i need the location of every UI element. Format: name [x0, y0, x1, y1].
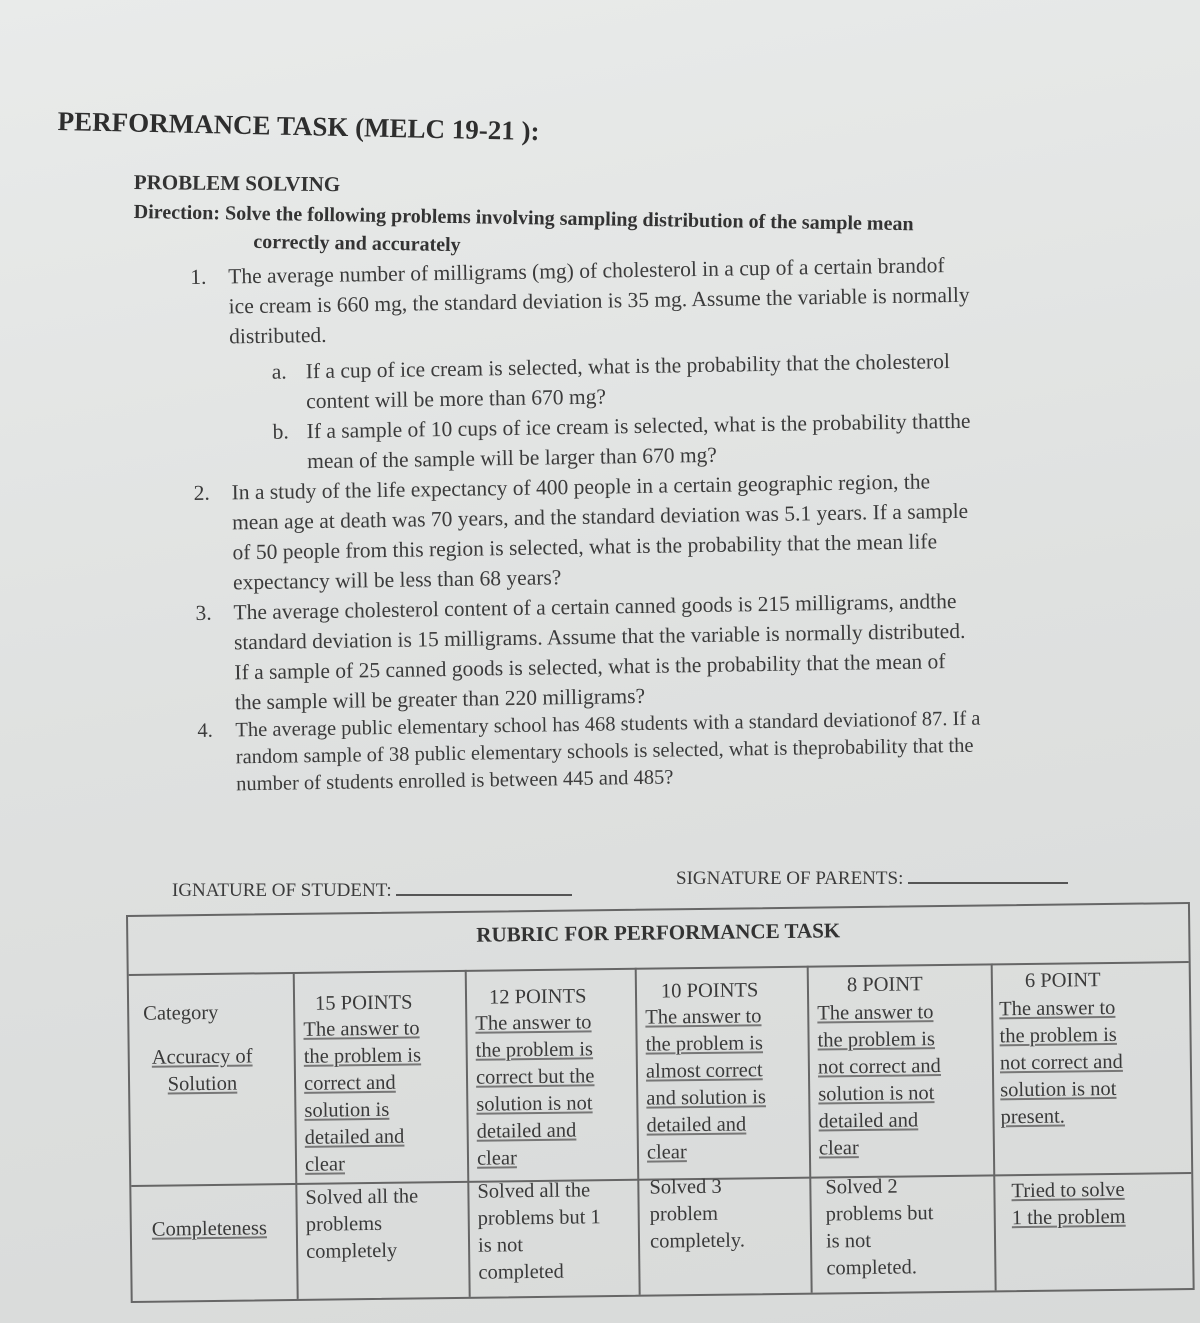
problem-text-line: The average cholesterol content of a certain canned goods is 215 milligrams, andthe: [233, 589, 957, 625]
rubric-table: [126, 902, 1195, 1303]
accuracy-6: [999, 995, 1124, 1131]
cell-line: the problem is: [303, 1044, 422, 1068]
section-heading: PROBLEM SOLVING: [133, 170, 341, 197]
problem-3: [195, 583, 1127, 718]
accuracy-12: [475, 1009, 595, 1172]
cell-line: The answer to: [303, 1017, 420, 1041]
cell-line: The answer to: [999, 996, 1116, 1021]
cell-line: clear: [818, 1137, 859, 1160]
subproblem-letter: b.: [272, 419, 289, 444]
cell-line: Tried to solve: [1011, 1178, 1125, 1203]
cell-line: correct but the: [475, 1065, 595, 1089]
rubric-title: RUBRIC FOR PERFORMANCE TASK: [476, 918, 841, 947]
cell-line: completely.: [649, 1229, 746, 1253]
problem-text-line: of 50 people from this region is selected, what is the probability that the mean life: [232, 529, 938, 565]
cell-line: the problem is: [475, 1038, 594, 1062]
cell-line: the problem is: [817, 1028, 936, 1052]
problem-text-line: If a sample of 10 cups of ice cream is selected, what is the probability thatthe: [306, 408, 971, 444]
problem-text-line: mean of the sample will be larger than 670 mg?: [306, 442, 718, 474]
problem-number: 2.: [193, 480, 210, 505]
divider: [635, 968, 641, 1295]
completeness-8: [825, 1173, 934, 1282]
problem-text-line: distributed.: [228, 322, 327, 349]
problem-2: [193, 463, 1125, 598]
completeness-10: [649, 1173, 745, 1255]
cell-line: The answer to: [645, 1005, 762, 1029]
cell-line: 1 the problem: [1011, 1205, 1126, 1230]
cell-line: Solved 2: [825, 1175, 898, 1199]
student-signature-line[interactable]: [396, 893, 572, 896]
completeness-6: [1011, 1177, 1126, 1232]
cell-line: not correct and: [817, 1055, 941, 1079]
cell-line: solution is not: [476, 1092, 593, 1116]
problem-text-line: If a cup of ice cream is selected, what is the probability that the cholesterol: [305, 349, 951, 384]
cell-line: Solved 3: [649, 1175, 722, 1199]
header-12-points: 12 POINTS: [488, 985, 587, 1009]
category-line: Accuracy of: [151, 1045, 253, 1069]
problem-text-line: ice cream is 660 mg, the standard deviation is 35 mg. Assume the variable is normally: [228, 282, 970, 319]
direction-line: Direction: Solve the following problems involving sampling distribution of the sample mean: [133, 200, 914, 236]
cell-line: problems: [305, 1212, 383, 1236]
cell-line: the problem is: [645, 1032, 764, 1056]
cell-line: completed.: [826, 1256, 918, 1280]
problem-number: 3.: [195, 600, 212, 625]
cell-line: is not: [477, 1234, 524, 1257]
problem-text-line: number of students enrolled is between 445 and 485?: [236, 766, 674, 796]
cell-line: Solved all the: [477, 1179, 591, 1203]
problem-text-line: random sample of 38 public elementary schools is selected, what is theprobability that the: [235, 734, 974, 769]
category-completeness: [152, 1215, 267, 1243]
student-signature: [172, 880, 572, 902]
problem-text-line: The average public elementary school has 468 students with a standard deviationof 87. If a: [235, 707, 981, 742]
cell-line: detailed and: [304, 1125, 405, 1149]
completeness-12: [477, 1177, 601, 1286]
direction-line: correctly and accurately: [253, 230, 461, 257]
accuracy-8: [817, 999, 942, 1162]
cell-line: solution is: [304, 1098, 390, 1122]
header-8-point: 8 POINT: [846, 973, 923, 997]
problem-text-line: In a study of the life expectancy of 400 people in a certain geographic region, the: [231, 469, 931, 505]
header-10-points: 10 POINTS: [660, 979, 759, 1003]
cell-line: Solved all the: [305, 1185, 419, 1209]
cell-line: clear: [646, 1141, 687, 1164]
student-signature-label: IGNATURE OF STUDENT:: [172, 880, 392, 901]
cell-line: the problem is: [999, 1023, 1117, 1048]
divider: [991, 963, 997, 1290]
page-title: PERFORMANCE TASK (MELC 19-21 ):: [57, 106, 540, 147]
problem-text-line: content will be more than 670 mg?: [306, 384, 607, 414]
problem-list: [190, 247, 1128, 799]
cell-line: problem: [649, 1202, 719, 1226]
completeness-15: [305, 1183, 419, 1265]
cell-line: detailed and: [646, 1113, 747, 1137]
problem-1: [190, 247, 1123, 478]
cell-line: completed: [478, 1260, 564, 1284]
cell-line: problems but 1: [477, 1206, 601, 1230]
category-accuracy: [152, 1043, 253, 1098]
problem-text-line: standard deviation is 15 milligrams. Assume that the variable is normally distributed.: [233, 618, 966, 655]
divider: [293, 972, 299, 1299]
cell-line: The answer to: [475, 1011, 592, 1035]
cell-line: is not: [825, 1229, 872, 1253]
problem-text-line: expectancy will be less than 68 years?: [232, 565, 562, 595]
cell-line: clear: [304, 1153, 346, 1176]
cell-line: present.: [1000, 1105, 1065, 1129]
problem-number: 4.: [197, 719, 213, 742]
problem-text-line: mean age at death was 70 years, and the standard deviation was 5.1 years. If a sample: [231, 498, 969, 535]
divider: [807, 966, 813, 1293]
header-category: Category: [143, 1001, 219, 1025]
header-15-points: 15 POINTS: [314, 991, 413, 1015]
parents-signature: [676, 868, 1068, 890]
parents-signature-label: SIGNATURE OF PARENTS:: [676, 868, 904, 889]
cell-line: detailed and: [476, 1119, 577, 1143]
cell-line: The answer to: [817, 1001, 934, 1025]
cell-line: problems but: [825, 1202, 934, 1226]
cell-line: and solution is: [646, 1086, 767, 1110]
parents-signature-line[interactable]: [908, 881, 1068, 884]
subproblem-letter: a.: [271, 359, 287, 384]
accuracy-10: [645, 1003, 767, 1166]
problem-text-line: If a sample of 25 canned goods is selected, what is the probability that the mean of: [234, 649, 946, 685]
cell-line: detailed and: [818, 1109, 919, 1133]
cell-line: clear: [476, 1147, 517, 1170]
problem-4: [197, 703, 1128, 799]
cell-line: almost correct: [645, 1059, 763, 1083]
cell-line: correct and: [303, 1071, 396, 1095]
problem-text-line: the sample will be greater than 220 milligrams?: [234, 683, 646, 715]
category-line: Completeness: [151, 1217, 267, 1241]
problem-number: 1.: [190, 264, 207, 289]
accuracy-15: [303, 1015, 422, 1178]
problem-text-line: The average number of milligrams (mg) of cholesterol in a cup of a certain brandof: [228, 253, 945, 289]
header-6-point: 6 POINT: [1024, 969, 1101, 993]
cell-line: solution is not: [1000, 1077, 1117, 1102]
cell-line: solution is not: [818, 1082, 935, 1106]
divider: [465, 970, 471, 1297]
cell-line: completely: [305, 1239, 398, 1263]
cell-line: not correct and: [999, 1050, 1123, 1075]
category-line: Solution: [167, 1072, 238, 1096]
